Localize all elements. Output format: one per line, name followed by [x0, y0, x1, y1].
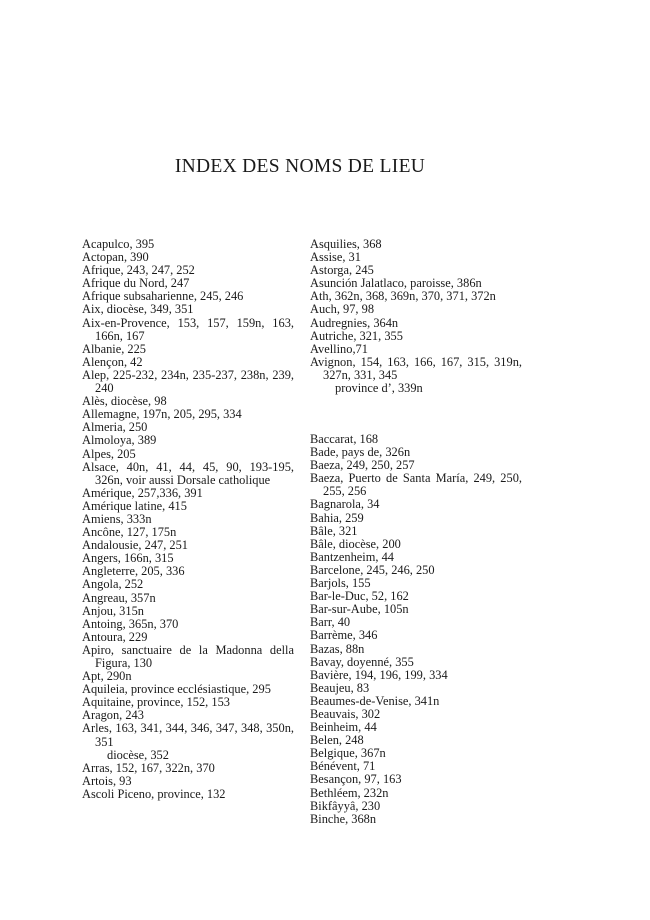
index-entry: Alsace, 40n, 41, 44, 45, 90, 193-195, 326n, voir aussi Dorsale catholique: [82, 459, 294, 487]
index-column-right: [310, 238, 522, 826]
index-entry: Bantzenheim, 44: [310, 549, 394, 564]
index-entry: Amiens, 333n: [82, 511, 152, 526]
index-entry: Aquitaine, province, 152, 153: [82, 695, 230, 710]
index-entry: Afrique du Nord, 247: [82, 276, 190, 291]
index-entry: Andalousie, 247, 251: [82, 538, 188, 553]
index-entry: Bar-le-Duc, 52, 162: [310, 589, 409, 604]
index-entry: Audregnies, 364n: [310, 315, 399, 330]
index-entry: Barjols, 155: [310, 576, 371, 591]
index-entry: Antoura, 229: [82, 629, 148, 644]
index-entry: Ath, 362n, 368, 369n, 370, 371, 372n: [310, 289, 496, 304]
index-entry: Barcelone, 245, 246, 250: [310, 562, 435, 577]
index-entry: Aix-en-Provence, 153, 157, 159n, 163, 166n, 167: [82, 315, 294, 343]
index-entry: Bikfâyyâ, 230: [310, 798, 381, 813]
index-entry: Auch, 97, 98: [310, 302, 375, 317]
index-entry: Almeria, 250: [82, 420, 148, 435]
index-entry: Bavay, doyenné, 355: [310, 654, 414, 669]
index-entry: Allemagne, 197n, 205, 295, 334: [82, 407, 242, 422]
index-entry: Bénévent, 71: [310, 759, 376, 774]
index-entry: Alès, diocèse, 98: [82, 394, 167, 409]
index-entry: Astorga, 245: [310, 263, 374, 278]
index-entry: Binche, 368n: [310, 811, 377, 826]
index-entry: Ascoli Piceno, province, 132: [82, 786, 226, 801]
index-entry: Barr, 40: [310, 615, 351, 630]
index-entry: Asquilies, 368: [310, 237, 382, 251]
index-entry: Bahia, 259: [310, 510, 364, 525]
index-column-left: [82, 238, 294, 801]
index-entry: Alpes, 205: [82, 446, 136, 461]
index-entry: Angleterre, 205, 336: [82, 564, 185, 579]
index-subentry: province d’, 339n: [335, 381, 423, 396]
index-entry: Amérique, 257,336, 391: [82, 485, 203, 500]
index-entry: Bade, pays de, 326n: [310, 445, 411, 460]
index-entry: Afrique subsaharienne, 245, 246: [82, 289, 244, 304]
index-entry: Amérique latine, 415: [82, 498, 187, 513]
index-entry: Bar-sur-Aube, 105n: [310, 602, 409, 617]
index-entry: Avignon, 154, 163, 166, 167, 315, 319n, 327n, 331, 345: [310, 354, 522, 382]
index-entry: Ancône, 127, 175n: [82, 525, 177, 540]
index-entry: Beaujeu, 83: [310, 680, 370, 695]
index-entry: Bethléem, 232n: [310, 785, 389, 800]
index-entry: Actopan, 390: [82, 250, 149, 265]
index-entry: Barrème, 346: [310, 628, 378, 643]
index-entry: Baccarat, 168: [310, 432, 379, 446]
index-entry: Beauvais, 302: [310, 706, 381, 721]
index-entry: Alep, 225-232, 234n, 235-237, 238n, 239, 240: [82, 367, 294, 396]
index-entry: Albanie, 225: [82, 341, 147, 356]
index-entry: Alençon, 42: [82, 354, 143, 369]
index-entry: Aragon, 243: [82, 708, 144, 723]
index-entry: Arles, 163, 341, 344, 346, 347, 348, 350n, 351: [82, 721, 294, 749]
index-entry: Antoing, 365n, 370: [82, 616, 179, 631]
index-entry: Apiro, sanctuaire de la Madonna della Figura, 130: [82, 642, 294, 670]
index-entry: Aquileia, province ecclésiastique, 295: [82, 682, 271, 697]
index-entry: Afrique, 243, 247, 252: [82, 263, 195, 278]
index-subentry: diocèse, 352: [107, 747, 169, 762]
index-entry: Almoloya, 389: [82, 433, 157, 448]
index-entry: Bâle, 321: [310, 523, 358, 538]
index-entry: Aix, diocèse, 349, 351: [82, 302, 194, 317]
index-entry: Avellino,71: [310, 341, 368, 356]
index-entry: Baeza, Puerto de Santa María, 249, 250, 255, 256: [310, 471, 522, 499]
index-entry: Autriche, 321, 355: [310, 328, 403, 343]
index-entry: Beaumes-de-Venise, 341n: [310, 693, 440, 708]
index-entry: Besançon, 97, 163: [310, 772, 402, 787]
index-entry: Belgique, 367n: [310, 746, 386, 761]
index-entry: Angreau, 357n: [82, 590, 156, 605]
index-entry: Bavière, 194, 196, 199, 334: [310, 667, 448, 682]
index-entry: Bagnarola, 34: [310, 497, 380, 512]
page-title: INDEX DES NOMS DE LIEU: [174, 156, 426, 177]
index-entry: Asunción Jalatlaco, paroisse, 386n: [310, 276, 482, 291]
index-entry: Bazas, 88n: [310, 641, 365, 656]
index-entry: Arras, 152, 167, 322n, 370: [82, 760, 215, 775]
index-entry: Baeza, 249, 250, 257: [310, 458, 415, 473]
letter-section-gap: [310, 408, 522, 421]
index-entry: Bâle, diocèse, 200: [310, 536, 401, 551]
index-entry: Angers, 166n, 315: [82, 551, 174, 566]
index-entry: Artois, 93: [82, 773, 132, 788]
index-entry: Assise, 31: [310, 250, 361, 265]
index-entry: Apt, 290n: [82, 669, 132, 684]
index-entry: Acapulco, 395: [82, 237, 155, 251]
index-entry: Anjou, 315n: [82, 603, 144, 618]
index-entry: Angola, 252: [82, 577, 144, 592]
index-entry: Belen, 248: [310, 733, 364, 748]
index-entry: Beinheim, 44: [310, 720, 377, 735]
